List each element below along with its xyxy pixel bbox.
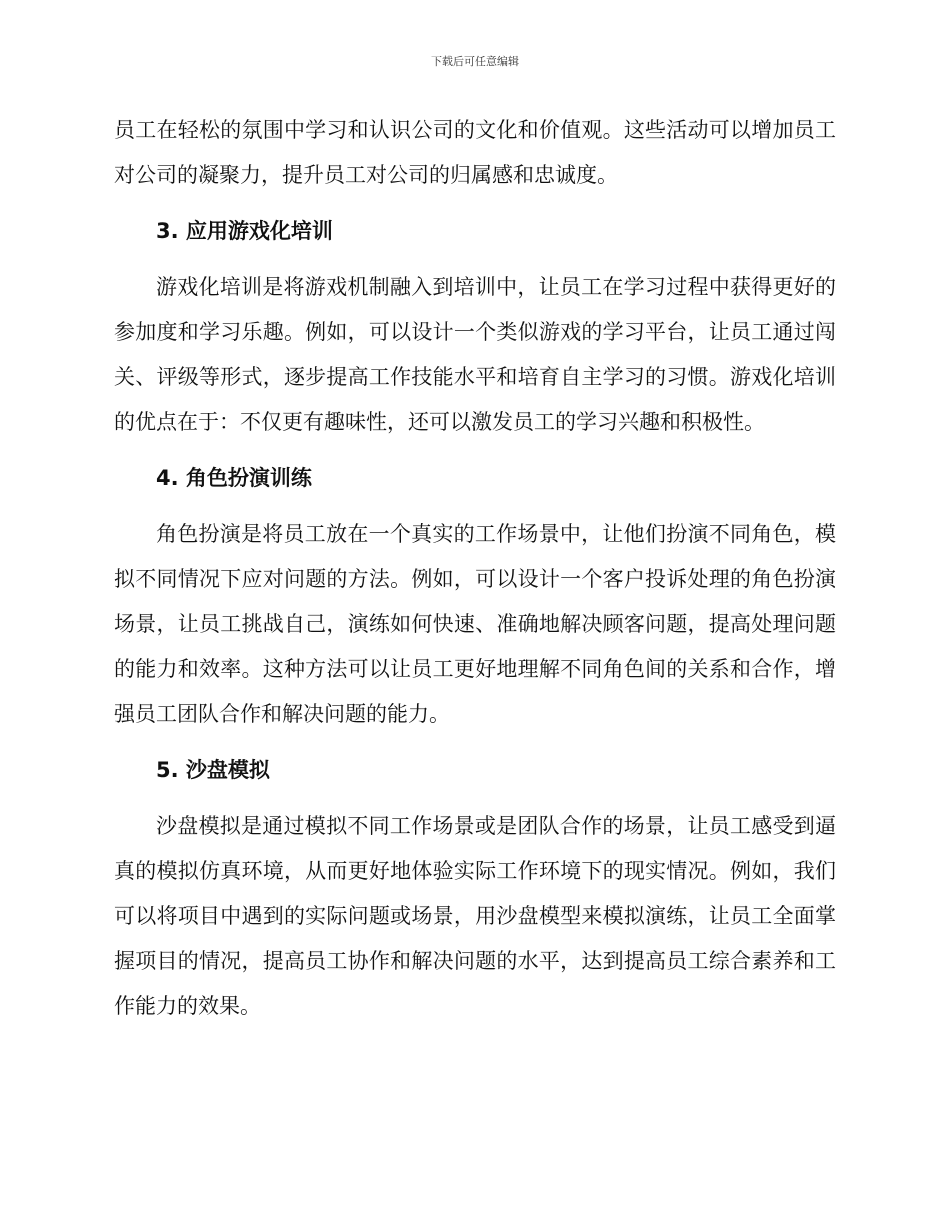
- paragraph-gamified-training: 游戏化培训是将游戏机制融入到培训中，让员工在学习过程中获得更好的参加度和学习乐趣。例如，可以设计一个类似游戏的学习平台，让员工通过闯关、评级等形式，逐步提高工作技能水平和培育自主学习的习惯。游戏化培训的优点在于：不仅更有趣味性，还可以激发员工的学习兴趣和积极性。: [114, 275, 836, 434]
- paragraph-role-play: 角色扮演是将员工放在一个真实的工作场景中，让他们扮演不同角色，模拟不同情况下应对问题的方法。例如，可以设计一个客户投诉处理的角色扮演场景，让员工挑战自己，演练如何快速、准确地解决顾客问题，提高处理问题的能力和效率。这种方法可以让员工更好地理解不同角色间的关系和合作，增强员工团队合作和解决问题的能力。: [114, 522, 836, 726]
- section-heading-4: 4. 角色扮演训练: [156, 466, 312, 490]
- paragraph-sandbox-simulation: 沙盘模拟是通过模拟不同工作场景或是团队合作的场景，让员工感受到逼真的模拟仿真环境，从而更好地体验实际工作环境下的现实情况。例如，我们可以将项目中遇到的实际问题或场景，用沙盘模型来模拟演练，让员工全面掌握项目的情况，提高员工协作和解决问题的水平，达到提高员工综合素养和工作能力的效果。: [114, 814, 836, 1018]
- page-header: 下载后可任意编辑: [431, 55, 519, 68]
- section-heading-5: 5. 沙盘模拟: [156, 758, 270, 782]
- paragraph-intro-continued: 员工在轻松的氛围中学习和认识公司的文化和价值观。这些活动可以增加员工对公司的凝聚力，提升员工对公司的归属感和忠诚度。: [114, 118, 836, 187]
- document-body: [114, 108, 836, 1029]
- section-heading-3: 3. 应用游戏化培训: [156, 219, 333, 243]
